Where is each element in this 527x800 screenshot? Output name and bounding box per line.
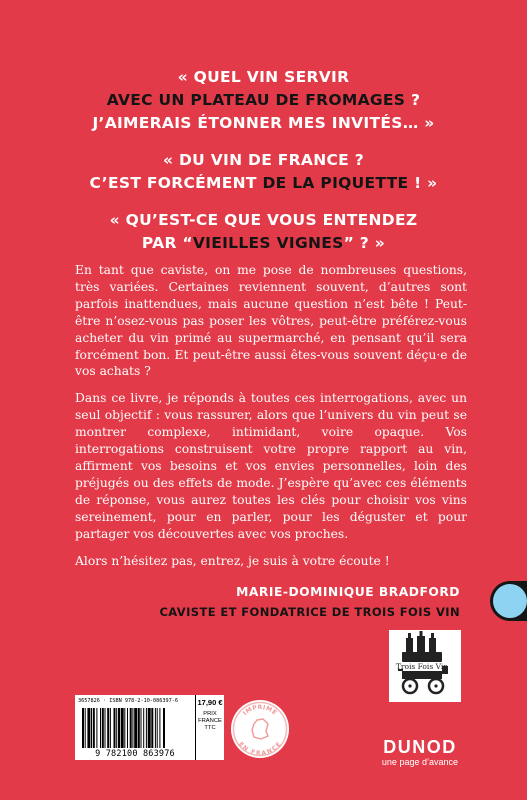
barcode <box>75 695 195 760</box>
badge-top-text: IMPRIMÉ <box>241 703 279 717</box>
quote-block <box>0 149 527 195</box>
quote-line <box>0 89 527 112</box>
barcode-bar <box>100 708 101 748</box>
quote-segment: J’AIMERAIS ÉTONNER MES INVITÉS… » <box>92 114 435 132</box>
barcode-bar <box>105 708 106 748</box>
barcode-bar <box>130 708 132 748</box>
quote-line <box>0 232 527 255</box>
description-paragraph-3: Alors n’hésitez pas, entrez, je suis à votre écoute ! <box>75 553 390 568</box>
quote-segment: C’EST FORCÉMENT <box>89 174 263 192</box>
price-value: 17,90 € <box>197 698 223 707</box>
quote-line <box>0 66 527 89</box>
barcode-bar <box>96 708 97 748</box>
barcode-bar <box>146 708 147 748</box>
description-paragraph-2: Dans ce livre, je réponds à toutes ces interrogations, avec un seul objectif : vous rassurer, alors que l’univers du vin peut se montrer complexe, intimidant, voire opaque. Vos interrogations construisent votre propre rapport au vin, affirment vos besoins et vos envies personnelles, loin des préjugés ou des effets de mode. J’espère qu’avec ces éléments de réponse, vous aurez toutes les clés pour choisir vos vins sereinement, pour en parler, pour les déguster et pour partager vos découvertes avec vos proches. <box>75 391 467 541</box>
price-box <box>195 695 224 760</box>
barcode-bar <box>124 708 125 748</box>
barcode-bar <box>163 708 165 748</box>
quote-line <box>0 149 527 172</box>
barcode-bar <box>116 708 117 748</box>
quote-line <box>0 172 527 195</box>
barcode-bar <box>85 708 86 748</box>
trois-fois-vin-logo <box>389 630 461 702</box>
barcode-bar <box>159 708 160 748</box>
publisher-logo: DUNOD <box>383 737 457 757</box>
price-label <box>196 711 224 732</box>
wine-cart-icon <box>389 630 461 702</box>
quote-line <box>0 112 527 135</box>
cover-quotes <box>0 66 527 269</box>
quote-segment: AVEC UN PLATEAU DE FROMAGES <box>106 91 406 109</box>
barcode-digits: 9 782100 863976 <box>95 749 175 759</box>
barcode-bar <box>132 708 133 748</box>
quote-segment: ! » <box>408 174 438 192</box>
barcode-bar <box>143 708 144 748</box>
back-cover-description <box>75 262 467 579</box>
quote-segment: « QUEL VIN SERVIR <box>177 68 350 86</box>
price-label-line: FRANCE <box>198 718 222 724</box>
description-paragraph-1: En tant que caviste, on me pose de nombreuses questions, très variées. Certaines reviennent souvent, d’autres sont parfois inattendues, mais aucune question n’est bête ! Peut-être n’osez-vous pas poser les vôtres, peut-être préférez-vous acheter du vin primé au supermarché, en pensant qu’il sera forcément bon. Et peut-être aussi êtes-vous souvent déçu·e de vos achats ? <box>75 263 467 379</box>
imprime-en-france-badge <box>229 698 291 760</box>
author-title: CAVISTE ET FONDATRICE DE TROIS FOIS VIN <box>159 605 460 619</box>
barcode-bar <box>138 708 140 748</box>
barcode-bar <box>102 708 104 748</box>
barcode-bar <box>134 708 137 748</box>
isbn-line: 3657826 · ISBN 978-2-10-086397-6 <box>78 698 178 704</box>
quote-line <box>0 209 527 232</box>
side-tab <box>490 581 527 621</box>
quote-segment: « DU VIN DE FRANCE ? <box>162 151 365 169</box>
logo-text: Trois Fois Vin <box>395 662 449 671</box>
author-name: MARIE-DOMINIQUE BRADFORD <box>236 585 460 599</box>
barcode-bar <box>155 708 156 748</box>
barcode-bar <box>93 708 95 748</box>
quote-segment: PAR “ <box>141 234 193 252</box>
barcode-bar <box>107 708 109 748</box>
barcode-bar <box>118 708 120 748</box>
quote-segment: DE LA PIQUETTE <box>262 174 409 192</box>
barcode-bar <box>114 708 116 748</box>
barcode-bar <box>87 708 90 748</box>
blue-dot-icon <box>493 584 527 618</box>
badge-bottom-text: EN FRANCE <box>237 740 283 758</box>
quote-segment: « QU’EST-CE QUE VOUS ENTENDEZ <box>109 211 418 229</box>
barcode-bar <box>121 708 124 748</box>
barcode-bar <box>141 708 142 748</box>
quote-block <box>0 209 527 255</box>
author-signature <box>159 583 460 622</box>
barcode-bar <box>91 708 92 748</box>
publisher <box>382 738 458 768</box>
barcode-bar <box>148 708 151 748</box>
publisher-tagline: une page d’avance <box>381 757 458 767</box>
barcode-bars-icon <box>82 708 188 748</box>
barcode-bar <box>110 708 111 748</box>
quote-segment: ” ? » <box>343 234 386 252</box>
barcode-bar <box>157 708 158 748</box>
quote-block <box>0 66 527 135</box>
barcode-bar <box>82 708 84 748</box>
barcode-bar <box>151 708 153 748</box>
price-label-line: PRIX <box>203 711 217 717</box>
barcode-bar <box>127 708 128 748</box>
price-label-line: TTC <box>204 725 216 731</box>
quote-segment: VIEILLES VIGNES <box>192 234 344 252</box>
quote-segment: ? <box>405 91 421 109</box>
